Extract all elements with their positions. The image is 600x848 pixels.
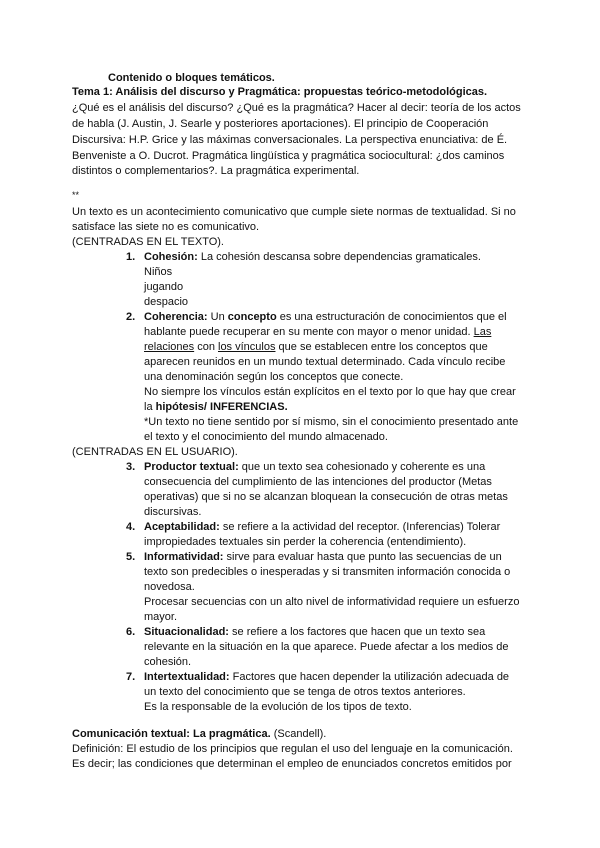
norm-label: Intertextualidad: bbox=[144, 671, 230, 683]
pragmatics-title: Comunicación textual: La pragmática. bbox=[72, 728, 271, 740]
norm-line bbox=[144, 340, 488, 354]
norm-cohesion bbox=[144, 250, 481, 264]
definition-line: satisface las siete no es comunicativo. bbox=[72, 221, 260, 233]
separator: ** bbox=[72, 190, 80, 200]
norm-line: *Un texto no tiene sentido por sí mismo, sin el conocimiento presentado ante bbox=[144, 416, 519, 428]
underlined-term: los vínculos bbox=[218, 341, 276, 353]
pragmatics-line: Definición: El estudio de los principios que regulan el uso del lenguaje en la comunicación. bbox=[72, 743, 513, 755]
intro-line: distintos o complementarios?. La pragmática experimental. bbox=[72, 165, 360, 177]
concept-term: concepto bbox=[227, 311, 277, 323]
norm-producer bbox=[144, 460, 485, 474]
norm-label: Productor textual: bbox=[144, 461, 239, 473]
norm-number: 2. bbox=[126, 311, 136, 323]
norm-intertextuality bbox=[144, 670, 509, 684]
norm-text: hablante puede recuperar en su mente con mayor o menor unidad. bbox=[144, 326, 474, 338]
norm-line: cohesión. bbox=[144, 656, 192, 668]
definition-line: Un texto es un acontecimiento comunicativo que cumple siete normas de textualidad. Si no bbox=[72, 206, 516, 218]
norm-text: la bbox=[144, 401, 156, 413]
norm-number: 3. bbox=[126, 461, 136, 473]
norm-situationality bbox=[144, 625, 485, 639]
norm-text: que se establecen entre los conceptos que bbox=[275, 341, 488, 353]
norm-line: una denominación según los conceptos que conecte. bbox=[144, 371, 404, 383]
norm-line: consecuencia del cumplimiento de las intenciones del productor (Metas bbox=[144, 476, 492, 488]
contents-heading: Contenido o bloques temáticos. bbox=[108, 72, 275, 84]
norm-text: que un texto sea cohesionado y coherente es una bbox=[238, 461, 486, 473]
norm-line: Procesar secuencias con un alto nivel de informatividad requiere un esfuerzo bbox=[144, 596, 520, 608]
norm-text: es una estructuración de conocimientos que el bbox=[276, 311, 507, 323]
norm-line: impropiedades textuales sin perder la coherencia (entendimiento). bbox=[144, 536, 467, 548]
pragmatics-author: (Scandell). bbox=[270, 728, 327, 740]
norm-line: relevante en la situación en la que aparece. Puede afectar a los medios de bbox=[144, 641, 509, 653]
intro-line: ¿Qué es el análisis del discurso? ¿Qué es la pragmática? Hacer al decir: teoría de los actos bbox=[72, 102, 521, 114]
norm-label: Cohesión: bbox=[144, 251, 198, 263]
norm-label: Informatividad: bbox=[144, 551, 224, 563]
norm-label: Aceptabilidad: bbox=[144, 521, 220, 533]
intro-line: de habla (J. Austin, J. Searle y posteriores aportaciones). El principio de Cooperación bbox=[72, 118, 489, 130]
norm-informativity bbox=[144, 550, 502, 564]
norm-number: 4. bbox=[126, 521, 136, 533]
norm-line: discursivas. bbox=[144, 506, 202, 518]
pragmatics-line: Es decir; las condiciones que determinan el empleo de enunciados concretos emitidos por bbox=[72, 758, 512, 770]
example-word: jugando bbox=[144, 281, 184, 293]
norm-line: operativas) que si no se alcanzan bloquean la consecución de otras metas bbox=[144, 491, 508, 503]
norm-text: sirve para evaluar hasta que punto las secuencias de un bbox=[223, 551, 502, 563]
example-word: despacio bbox=[144, 296, 189, 308]
norm-line: aparecen reunidos en un mundo textual determinado. Cada vínculo recibe bbox=[144, 356, 506, 368]
norm-acceptability bbox=[144, 520, 500, 534]
norm-number: 5. bbox=[126, 551, 136, 563]
user-centered-label: (CENTRADAS EN EL USUARIO). bbox=[72, 446, 238, 458]
norm-line: No siempre los vínculos están explícitos en el texto por lo que hay que crear bbox=[144, 386, 516, 398]
example-word: Niños bbox=[144, 266, 173, 278]
norm-line: texto son predecibles o inesperadas y si transmiten información conocida o bbox=[144, 566, 511, 578]
pragmatics-heading bbox=[72, 727, 326, 741]
norm-text: con bbox=[194, 341, 218, 353]
norm-text: Factores que hacen depender la utilización adecuada de bbox=[229, 671, 510, 683]
norm-number: 7. bbox=[126, 671, 136, 683]
theme-title: Tema 1: Análisis del discurso y Pragmática: propuestas teórico-metodológicas. bbox=[72, 86, 488, 98]
norm-line: mayor. bbox=[144, 611, 178, 623]
norm-line bbox=[144, 325, 491, 339]
underlined-term: relaciones bbox=[144, 341, 195, 353]
norm-line: Es la responsable de la evolución de los tipos de texto. bbox=[144, 701, 412, 713]
norm-line bbox=[144, 400, 288, 414]
norm-line: el texto y el conocimiento del mundo almacenado. bbox=[144, 431, 388, 443]
norm-number: 6. bbox=[126, 626, 136, 638]
norm-line: novedosa. bbox=[144, 581, 195, 593]
intro-line: Discursiva: H.P. Grice y las máximas conversacionales. La perspectiva enunciativa: de É. bbox=[72, 134, 508, 146]
underlined-term: Las bbox=[473, 326, 492, 338]
norm-label: Situacionalidad: bbox=[144, 626, 229, 638]
norm-number: 1. bbox=[126, 251, 136, 263]
norm-coherence bbox=[144, 310, 507, 324]
text-centered-label: (CENTRADAS EN EL TEXTO). bbox=[72, 236, 224, 248]
inference-term: hipótesis/ INFERENCIAS. bbox=[155, 401, 288, 413]
norm-label: Coherencia: bbox=[144, 311, 208, 323]
intro-line: Benveniste a O. Ducrot. Pragmática lingüística y pragmática sociocultural: ¿dos caminos bbox=[72, 150, 505, 162]
norm-line: un texto del conocimiento que se tenga de otros textos anteriores. bbox=[144, 686, 466, 698]
norm-text: se refiere a la actividad del receptor. (Inferencias) Tolerar bbox=[219, 521, 501, 533]
norm-text: Un bbox=[207, 311, 228, 323]
norm-text: se refiere a los factores que hacen que un texto sea bbox=[228, 626, 486, 638]
norm-text: La cohesión descansa sobre dependencias gramaticales. bbox=[197, 251, 481, 263]
